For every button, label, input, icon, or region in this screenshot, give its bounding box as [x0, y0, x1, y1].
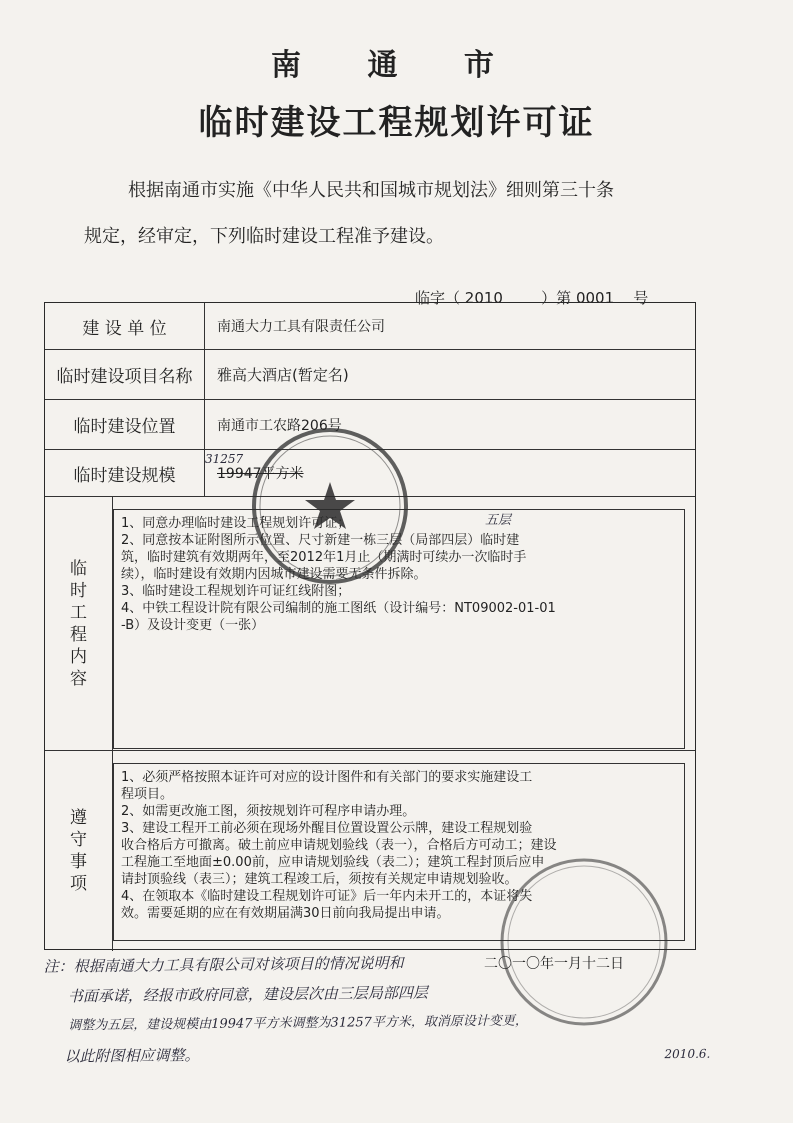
rule-line: 程项目。: [121, 787, 174, 802]
row-developer: [45, 303, 695, 350]
rules-label: 遵守事项: [45, 751, 113, 951]
content-line: 续），临时建设有效期内因城市建设需要无条件拆除。: [121, 567, 427, 582]
rule-line: 4、在领取本《临时建设工程规划许可证》后一年内未开工的，本证将失: [121, 889, 533, 904]
rule-line: 请封顶验线（表三）；建筑工程竣工后，须按有关规定申请规划验收。: [121, 872, 518, 887]
star-icon: [305, 482, 355, 529]
permit-year: 2010: [464, 289, 503, 307]
permit-no-value: 0001: [575, 289, 615, 307]
project-value: 雅高大酒店(暂定名): [217, 366, 349, 384]
issue-date: 二〇一〇年一月十二日: [484, 956, 624, 972]
note-date: 2010.6.: [664, 1046, 711, 1062]
intro-paragraph: [84, 168, 724, 260]
scale-original: 19947平方米: [217, 466, 304, 482]
handwritten-note: [43, 944, 744, 1071]
document-title: 临时建设工程规划许可证: [198, 103, 595, 143]
rule-line: 效。需要延期的应在有效期届满30日前向我局提出申请。: [121, 906, 450, 921]
content-line: 1、同意办理临时建设工程规划许可证；: [121, 516, 351, 531]
developer-value: 南通大力工具有限责任公司: [217, 319, 385, 335]
rule-line: 3、建设工程开工前必须在现场外醒目位置设置公示牌，建设工程规划验: [121, 821, 533, 836]
scale-label: 临时建设规模: [45, 450, 205, 496]
note-line: 书面承诺，经报市政府同意，建设层次由三层局部四层: [67, 983, 428, 1006]
scale-handwritten: 31257: [205, 452, 244, 466]
location-label: 临时建设位置: [45, 400, 205, 449]
note-line: 以此附图相应调整。: [64, 1046, 200, 1066]
rule-line: 工程施工至地面±0.00前，应申请规划验线（表二）；建筑工程封顶后应申: [121, 855, 545, 870]
content-line: 2、同意按本证附图所示位置、尺寸新建一栋三层（局部四层）临时建: [121, 533, 520, 548]
developer-label: 建 设 单 位: [45, 303, 205, 349]
content-label: 临时工程内容: [45, 497, 113, 750]
location-value: 南通市工农路206号: [217, 417, 342, 434]
content-line: 3、临时建设工程规划许可证红线附图；: [121, 584, 351, 599]
rule-line: 收合格后方可撤离。破土前应申请规划验线（表一），合格后方可动工；建设: [121, 838, 557, 853]
project-label: 临时建设项目名称: [45, 350, 205, 399]
note-line: 调整为五层，建设规模由19947平方米调整为31257平方米，取消原设计变更，: [68, 1013, 528, 1034]
permit-prefix: 临字（: [415, 289, 461, 307]
rule-line: 2、如需更改施工图，须按规划许可程序申请办理。: [121, 804, 416, 819]
city-title: 南 通 市: [271, 48, 522, 83]
row-project: [45, 350, 695, 400]
intro-line-1: 根据南通市实施《中华人民共和国城市规划法》细则第三十条: [128, 180, 614, 201]
content-line: 4、中铁工程设计院有限公司编制的施工图纸（设计编号：NT09002-01-01: [121, 601, 556, 616]
rule-line: 1、必须严格按照本证许可对应的设计图件和有关部门的要求实施建设工: [121, 770, 533, 785]
content-line: -B）及设计变更（一张）: [121, 618, 265, 633]
official-seal: [248, 424, 412, 588]
intro-line-2: 规定，经审定，下列临时建设工程准予建设。: [84, 226, 444, 247]
content-line: 筑，临时建筑有效期两年，至2012年1月止（期满时可续办一次临时手: [121, 550, 527, 565]
permit-middle: ）第: [541, 289, 572, 307]
permit-suffix: 号: [633, 289, 649, 307]
content-handwritten: 五层: [485, 513, 512, 528]
note-line: 注：根据南通大力工具有限公司对该项目的情况说明和: [43, 953, 404, 976]
